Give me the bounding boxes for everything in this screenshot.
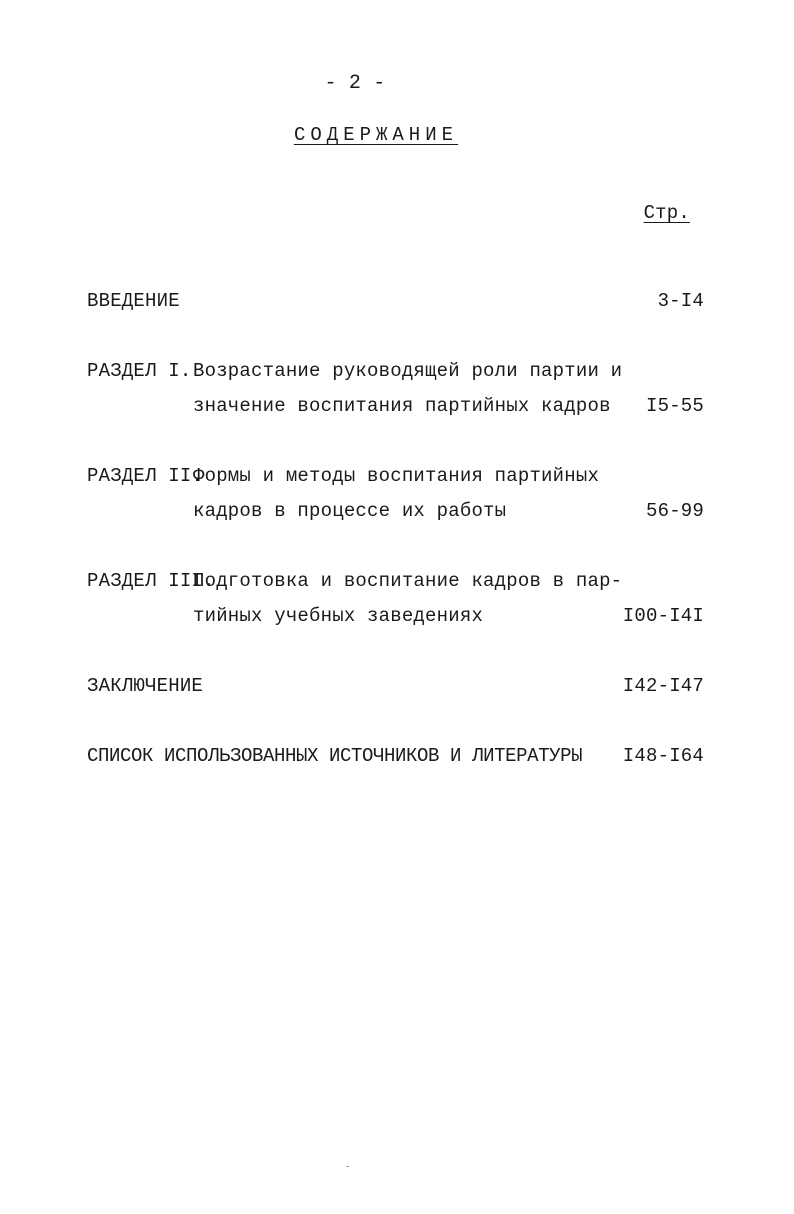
toc-pages-bibliography: I48-I64 [622,745,704,767]
toc-pages-section-2: 56-99 [645,500,704,522]
toc-entry-section-2-line2: кадров в процессе их работы [193,500,507,522]
toc-entry-section-1-line1: Возрастание руководящей роли партии и [193,360,623,382]
toc-entry-section-1-prefix: РАЗДЕЛ I. [87,360,192,382]
toc-entry-introduction: ВВЕДЕНИЕ [87,290,180,312]
scan-speck [346,1166,349,1167]
toc-pages-section-1: I5-55 [645,395,704,417]
pages-column-label [644,202,690,224]
toc-entry-section-3-line1: Подготовка и воспитание кадров в пар- [193,570,623,592]
toc-entry-conclusion: ЗАКЛЮЧЕНИЕ [87,675,204,697]
toc-entry-bibliography: СПИСОК ИСПОЛЬЗОВАННЫХ ИСТОЧНИКОВ И ЛИТЕРАТУРЫ [87,745,583,767]
toc-entry-section-2-line1: Формы и методы воспитания партийных [193,465,600,487]
toc-entry-section-1-line2: значение воспитания партийных кадров [193,395,611,417]
toc-pages-conclusion: I42-I47 [622,675,704,697]
pages-column-label-text: Стр. [643,202,690,224]
toc-pages-introduction: 3-I4 [657,290,704,312]
toc-pages-section-3: I00-I4I [622,605,704,627]
page-number: - 2 - [324,72,386,95]
page-title: СОДЕРЖАНИЕ [293,124,459,146]
toc-entry-section-3-prefix: РАЗДЕЛ III. [87,570,215,592]
toc-entry-section-2-prefix: РАЗДЕЛ II. [87,465,204,487]
toc-entry-section-3-line2: тийных учебных заведениях [193,605,484,627]
